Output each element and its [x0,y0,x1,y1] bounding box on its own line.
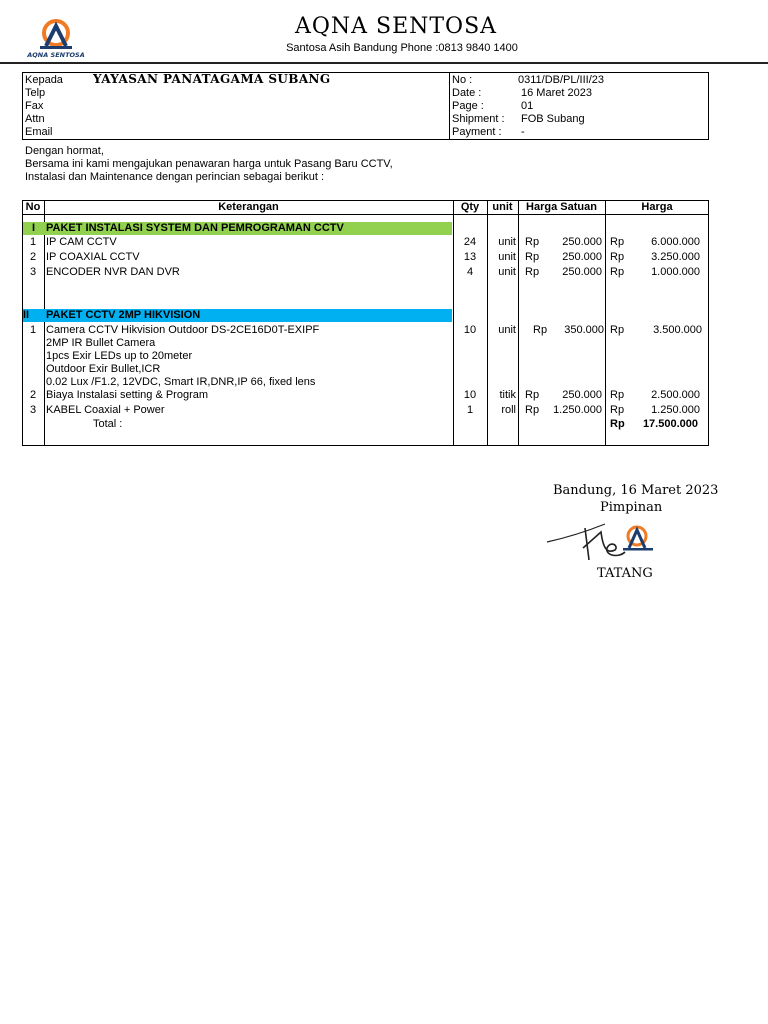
header-unit: unit [492,201,513,213]
item-currency: Rp [610,404,625,416]
item-currency: Rp [525,266,540,278]
item-unit: roll [501,404,516,416]
item-desc: IP CAM CCTV [46,236,117,248]
item-qty: 10 [463,389,477,401]
info-divider [449,72,450,140]
signature-stamp [545,518,670,568]
item-qty: 24 [463,236,477,248]
section-title: PAKET INSTALASI SYSTEM DAN PEMROGRAMAN CCTV [46,222,344,234]
value-date: 16 Maret 2023 [521,87,592,99]
item-desc-detail: Outdoor Exir Bullet,ICR [46,363,161,375]
value-no: 0311/DB/PL/III/23 [518,74,605,86]
item-currency: Rp [525,251,540,263]
item-currency: Rp [525,389,540,401]
item-currency: Rp [610,266,625,278]
item-desc: IP COAXIAL CCTV [46,251,140,263]
item-desc-detail: 1pcs Exir LEDs up to 20meter [46,350,193,362]
item-currency: Rp [610,324,625,336]
item-price: 1.000.000 [651,266,700,278]
intro-line-2: Instalasi dan Maintenance dengan perincian sebagai berikut : [25,171,325,183]
item-no: 3 [29,266,37,278]
col-divider [518,200,519,446]
item-desc: Camera CCTV Hikvision Outdoor DS-2CE16D0T-EXIPF [46,324,320,336]
item-unit-price: 250.000 [562,266,602,278]
item-currency: Rp [610,251,625,263]
section-title: PAKET CCTV 2MP HIKVISION [46,309,201,321]
header-no: No [25,201,41,213]
item-price: 1.250.000 [651,404,700,416]
header-harga: Harga [641,201,673,213]
intro-line-1: Bersama ini kami mengajukan penawaran harga untuk Pasang Baru CCTV, [25,158,393,170]
item-unit: unit [498,251,516,263]
item-unit-price: 250.000 [562,389,602,401]
value-shipment: FOB Subang [521,113,585,125]
label-date: Date : [452,87,482,99]
item-currency: Rp [525,404,540,416]
label-page: Page : [452,100,484,112]
label-kepada: Kepada [25,74,63,86]
section-number: II [23,309,30,321]
item-no: 1 [29,324,37,336]
item-qty: 4 [466,266,474,278]
item-desc: ENCODER NVR DAN DVR [46,266,180,278]
item-no: 2 [29,389,37,401]
item-currency: Rp [610,236,625,248]
label-fax: Fax [25,100,44,112]
item-unit-price: 350.000 [564,324,604,336]
value-payment: - [521,126,525,138]
item-price: 6.000.000 [651,236,700,248]
svg-text:AQNA SENTOSA: AQNA SENTOSA [27,51,85,59]
recipient-name: YAYASAN PANATAGAMA SUBANG [93,72,331,86]
item-price: 3.500.000 [653,324,702,336]
label-payment: Payment : [452,126,502,138]
company-address: Santosa Asih Bandung Phone :0813 9840 1400 [286,42,518,54]
item-desc-detail: 0.02 Lux /F1.2, 12VDC, Smart IR,DNR,IP 66, fixed lens [46,376,316,388]
item-desc: KABEL Coaxial + Power [46,404,165,416]
header-qty: Qty [460,201,480,213]
item-price: 3.250.000 [651,251,700,263]
item-unit: titik [499,389,516,401]
signature-place-date: Bandung, 16 Maret 2023 [553,483,719,498]
total-label: Total : [93,418,123,430]
item-no: 3 [29,404,37,416]
item-unit: unit [498,236,516,248]
signature-role: Pimpinan [600,500,663,515]
header-keterangan: Keterangan [218,201,279,213]
item-no: 2 [29,251,37,263]
item-currency: Rp [525,236,540,248]
col-divider [605,200,606,446]
item-qty: 1 [466,404,474,416]
total-value: 17.500.000 [642,418,698,430]
item-desc-detail: 2MP IR Bullet Camera [46,337,156,349]
label-email: Email [25,126,53,138]
item-unit: unit [498,324,516,336]
signature-name: TATANG [597,566,653,581]
value-page: 01 [521,100,534,112]
item-currency: Rp [533,324,548,336]
item-unit-price: 250.000 [562,236,602,248]
label-telp: Telp [25,87,46,99]
item-qty: 10 [463,324,477,336]
item-qty: 13 [463,251,477,263]
item-desc: Biaya Instalasi setting & Program [46,389,209,401]
section-band [23,222,452,235]
company-name: AQNA SENTOSA [294,14,498,39]
col-divider [44,200,45,446]
label-shipment: Shipment : [452,113,505,125]
total-currency: Rp [610,418,625,430]
header-harga-satuan: Harga Satuan [526,201,597,213]
item-currency: Rp [610,389,625,401]
label-no: No : [452,74,473,86]
item-no: 1 [29,236,37,248]
header-divider [0,62,768,64]
item-unit-price: 250.000 [562,251,602,263]
section-band [23,309,452,322]
label-attn: Attn [25,113,45,125]
section-number: I [31,222,36,234]
item-unit-price: 1.250.000 [553,404,602,416]
item-unit: unit [498,266,516,278]
greeting: Dengan hormat, [25,145,104,157]
item-price: 2.500.000 [651,389,700,401]
